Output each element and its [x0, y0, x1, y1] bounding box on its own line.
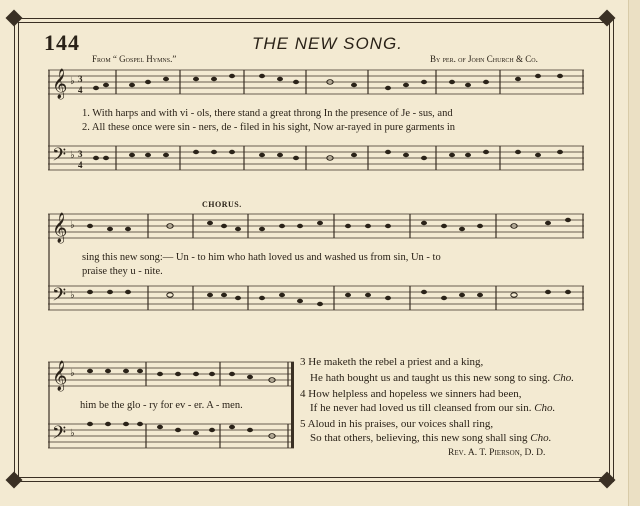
verse-5-line-1: 5 Aloud in his praises, our voices shall ring,: [300, 418, 494, 430]
svg-text:♭: ♭: [70, 368, 75, 379]
svg-text:𝄢: 𝄢: [52, 145, 67, 170]
music-system-2: [48, 208, 588, 320]
lyric-line-3: sing this new song:— Un - to him who hath loved us and washed us from sin, Un - to: [82, 252, 441, 263]
svg-text:4: 4: [78, 85, 83, 95]
svg-text:♭: ♭: [70, 220, 75, 231]
verse-3-line-1: 3 He maketh the rebel a priest and a king,: [300, 356, 484, 368]
svg-text:4: 4: [78, 160, 83, 170]
verse-4-line-1: 4 How helpless and hopeless we sinners had been,: [300, 388, 522, 400]
page-edge: [628, 0, 640, 506]
verse-4-line-2: If he never had loved us till cleansed from our sin. Cho.: [310, 402, 556, 414]
svg-text:♭: ♭: [70, 76, 75, 87]
svg-text:𝄞: 𝄞: [52, 361, 68, 391]
lyric-line-5: him be the glo - ry for ev - er. A - men.: [80, 400, 243, 411]
svg-text:𝄞: 𝄞: [52, 69, 68, 99]
svg-text:𝄢: 𝄢: [52, 423, 67, 448]
source-credit: From “ Gospel Hymns.”: [92, 54, 177, 64]
page-number: 144: [44, 30, 80, 55]
svg-text:♭: ♭: [70, 290, 75, 301]
svg-text:𝄢: 𝄢: [52, 285, 67, 310]
svg-text:𝄞: 𝄞: [52, 213, 68, 243]
chorus-label: CHORUS.: [202, 200, 242, 209]
svg-text:3: 3: [78, 74, 83, 84]
lyric-line-2: 2. All these once were sin - ners, de - filed in his sight, Now ar-rayed in pure garments in: [82, 122, 456, 133]
verse-3-line-2: He hath bought us and taught us this new song to sing. Cho.: [310, 372, 574, 384]
svg-text:♭: ♭: [70, 428, 75, 439]
hymn-author: Rev. A. T. Pierson, D. D.: [448, 448, 546, 458]
song-title: THE NEW SONG.: [252, 34, 403, 53]
lyric-line-4: praise they u - nite.: [82, 266, 163, 277]
svg-text:3: 3: [78, 149, 83, 159]
svg-text:♭: ♭: [70, 150, 75, 161]
permission-credit: By per. of John Church & Co.: [430, 54, 538, 64]
lyric-line-1: 1. With harps and with vi - ols, there stand a great throng In the presence of Je - sus, and: [82, 108, 453, 119]
verse-5-line-2: So that others, believing, this new song shall sing Cho.: [310, 432, 552, 444]
